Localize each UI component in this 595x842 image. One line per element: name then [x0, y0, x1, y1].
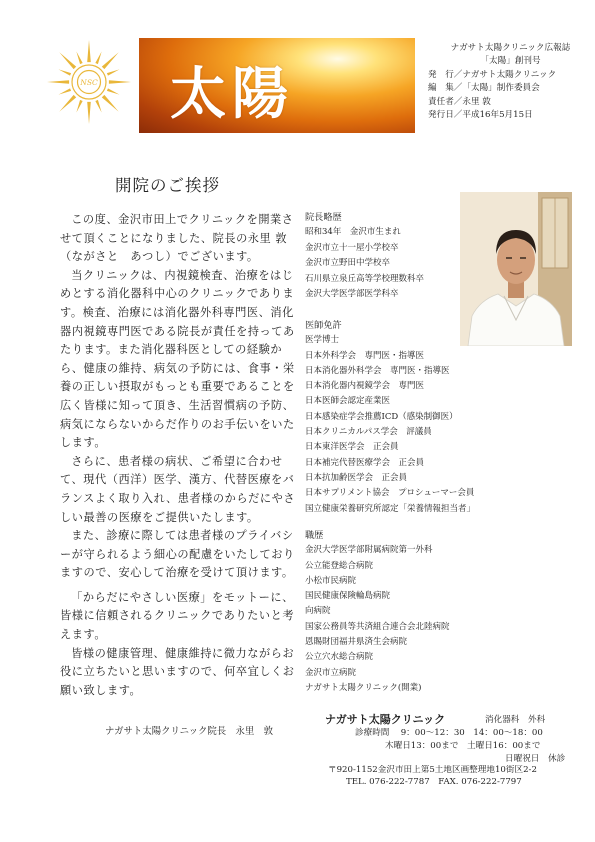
- sun-ray: [109, 80, 131, 84]
- position-item: 金沢大学医学部附属病院第一外科: [305, 545, 433, 556]
- qualification-item: 日本消化器内視鏡学会 専門医: [305, 381, 425, 392]
- greeting-paragraph: この度、金沢市田上でクリニックを開業させて頂くことになりました、院長の永里 敦: [60, 213, 294, 245]
- sun-ray: [59, 69, 72, 75]
- sun-ray: [76, 100, 82, 113]
- greeting-paragraph: 皆様の健康管理、健康維持に微力ながらお役に立ちたいと思いますので、何卒宜しくお願い致します。: [60, 646, 295, 697]
- masthead-line: 編 集／「太陽」制作委員会: [428, 83, 540, 94]
- career-item: 金沢市立野田中学校卒: [305, 258, 391, 269]
- sun-ray: [107, 88, 120, 94]
- position-item: 金沢市立病院: [305, 667, 357, 678]
- qualifications-heading: 医師免許: [305, 320, 342, 331]
- position-item: 国民健康保険輪島病院: [305, 591, 391, 602]
- clinic-address: 〒920-1152金沢市田上第5土地区画整理地10街区2-2: [328, 765, 537, 775]
- sun-ray: [87, 102, 91, 124]
- positions-section: [305, 528, 570, 696]
- sun-ray: [76, 52, 82, 65]
- clinic-departments: 消化器科 外科: [485, 715, 546, 725]
- career-item: 金沢市立十一屋小学校卒: [305, 242, 399, 253]
- qualification-item: 国立健康栄養研究所認定「栄養情報担当者」: [305, 503, 476, 514]
- hours-line: 診療時間 9：00～12：30 14：00～18：00: [355, 728, 543, 738]
- sun-ray: [47, 80, 69, 84]
- greeting-paragraph: さらに、患者様の病状、ご希望に合わせて、現代（西洋）医学、漢方、代替医療をバランスよく取り入れ、患者様のからだにやさしい最善の医療をご提供いたします。: [60, 454, 296, 524]
- sun-ray: [95, 100, 101, 113]
- qualification-item: 日本サプリメント協会 プロシューマー会員: [305, 488, 475, 499]
- svg-text:NSC: NSC: [80, 78, 98, 87]
- publication-name: ナガサト太陽クリニック広報誌: [450, 43, 571, 53]
- qualification-item: 日本クリニカルパス学会 評議員: [305, 427, 432, 438]
- sun-ray: [59, 52, 76, 69]
- greeting-paragraph: 「からだにやさしい医療」をモットーに、皆様に信頼されるクリニックでありたいと考えます。: [60, 590, 295, 642]
- greeting-paragraph: 当クリニックは、内視鏡検査、治療をはじめとする消化器科中心のクリニックであります。検査、治療には消化器外科専門医、消化器内視鏡専門医である院長が責任を持ってあたります。また消化器科医としての経験から、健康の維持、病気の予防には、食事・栄養の正しい摂取がもっとも重要であることを広く皆様に知って頂き、生活習慣病の予防、病気にならないからだ作りのお手伝いをいたします。: [60, 268, 295, 450]
- career-item: 金沢大学医学部医学科卒: [305, 289, 399, 300]
- position-item: 恩賜財団福井県済生会病院: [305, 637, 408, 648]
- sun-ray: [59, 95, 76, 112]
- greeting-title: 開院のご挨拶: [115, 176, 220, 195]
- clinic-contact: [328, 765, 595, 789]
- masthead-line: 発 行／ナガサト太陽クリニック: [428, 69, 557, 80]
- clinic-name: ナガサト太陽クリニック: [325, 713, 446, 726]
- position-item: 小松市民病院: [305, 575, 357, 586]
- qualification-item: 日本補完代替医療学会 正会員: [305, 457, 425, 468]
- position-item: 公立穴水総合病院: [305, 652, 374, 663]
- clinic-hours: [355, 727, 595, 766]
- position-item: ナガサト太陽クリニック(開業): [305, 682, 422, 693]
- qualification-item: 日本外科学会 専門医・指導医: [305, 350, 425, 361]
- career-item: 石川県立泉丘高等学校理数科卒: [305, 273, 425, 284]
- greeting-paragraph: また、診療に際しては患者様のプライバシーが守られるよう細心の配慮をいたしておりますので、安心して治療を受けて頂けます。: [60, 529, 295, 580]
- masthead-line: 責任者／永里 敦: [428, 96, 491, 107]
- sun-logo-icon: [45, 38, 133, 126]
- signature: ナガサト太陽クリニック院長 永里 敦: [105, 726, 274, 737]
- career-section: [305, 210, 465, 302]
- qualification-item: 日本抗加齢医学会 正会員: [305, 472, 408, 483]
- position-item: 向病院: [305, 606, 331, 617]
- sun-ray: [87, 40, 91, 62]
- qualification-item: 医学博士: [305, 335, 340, 346]
- qualification-item: 日本医師会認定産業医: [305, 396, 391, 407]
- sun-ray: [102, 95, 119, 112]
- banner-title: 太陽: [170, 61, 294, 127]
- positions-heading: 職歴: [305, 530, 324, 541]
- hours-line: 木曜日13：00まで 土曜日16：00まで: [385, 741, 541, 751]
- qualification-item: 日本感染症学会推薦ICD（感染制御医）: [305, 411, 458, 422]
- sun-ray: [59, 88, 72, 94]
- sun-ray: [107, 69, 120, 75]
- position-item: 公立能登総合病院: [305, 560, 374, 571]
- career-item: 昭和34年 金沢市生まれ: [305, 227, 401, 238]
- sun-ray: [102, 52, 119, 69]
- greeting-body: [60, 211, 300, 700]
- hours-line: 日曜祝日 休診: [505, 754, 566, 764]
- greeting-paragraph: （ながさと あつし）でございます。: [60, 250, 259, 264]
- qualifications-section: [305, 318, 570, 517]
- masthead: [428, 42, 593, 122]
- sun-ray: [95, 52, 101, 65]
- issue-title: 「太陽」創刊号: [480, 56, 541, 67]
- masthead-line: 発行日／平成16年5月15日: [428, 110, 533, 121]
- clinic-phone-fax: TEL. 076-222-7787 FAX. 076-222-7797: [346, 776, 522, 787]
- qualification-item: 日本消化器外科学会 専門医・指導医: [305, 365, 450, 376]
- career-heading: 院長略歴: [305, 212, 342, 223]
- qualification-item: 日本東洋医学会 正会員: [305, 442, 399, 453]
- position-item: 国家公務員等共済組合連合会北陸病院: [305, 621, 450, 632]
